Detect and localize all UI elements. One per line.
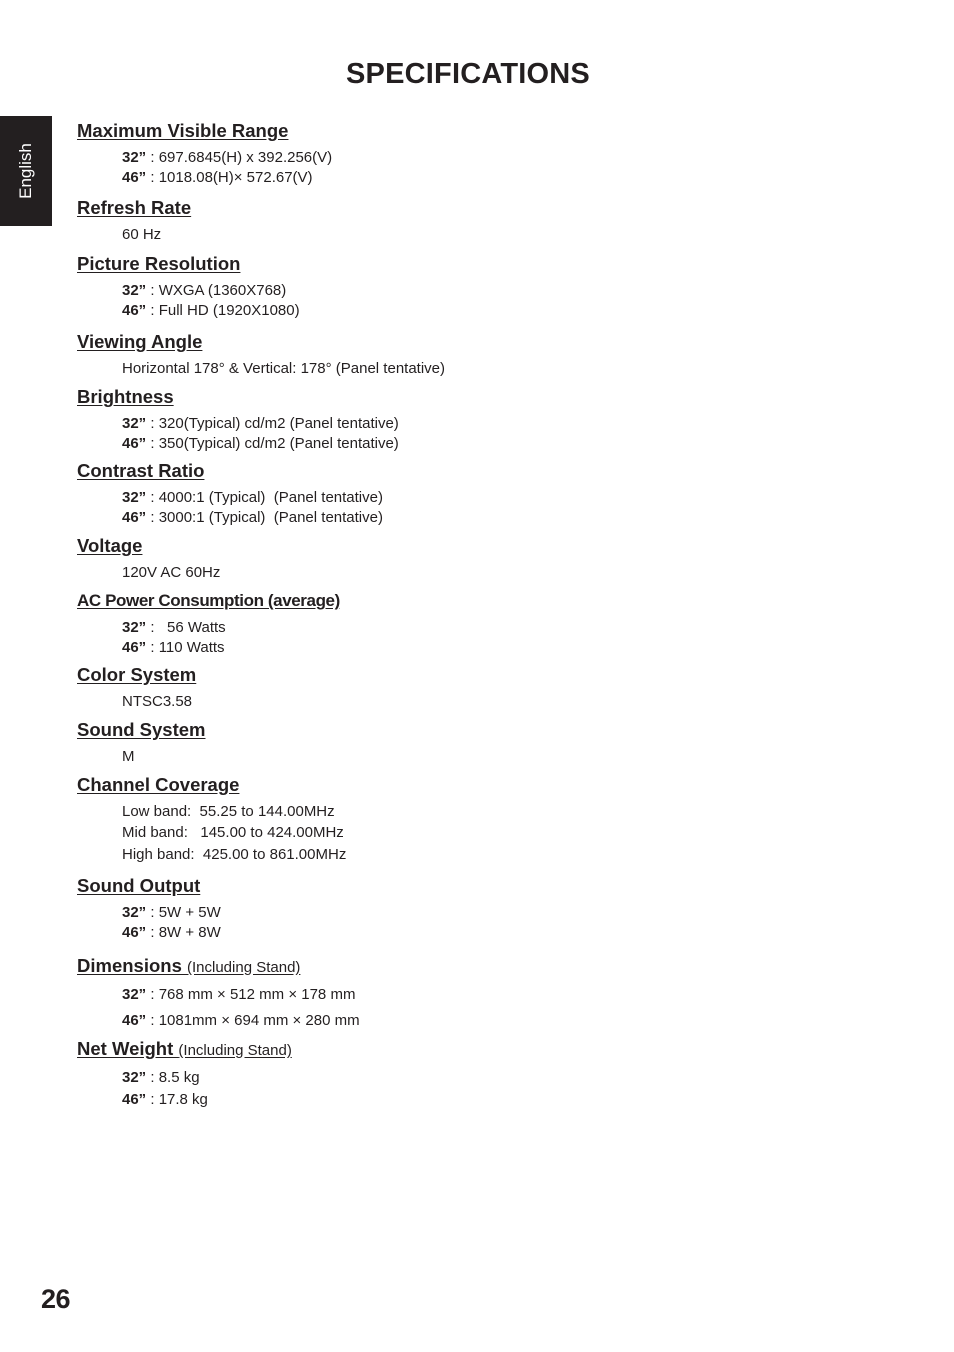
spec-heading xyxy=(77,385,399,409)
spec-heading xyxy=(77,534,220,558)
spec-value-text: : 110 Watts xyxy=(146,638,225,656)
spec-value-line xyxy=(122,225,191,245)
spec-values xyxy=(77,359,445,379)
spec-value-text: : 697.6845(H) x 392.256(V) xyxy=(146,149,333,166)
screen-size-label: 32” xyxy=(122,1069,147,1086)
spec-value-text: M xyxy=(122,748,135,765)
screen-size-label: 32” xyxy=(122,489,147,506)
spec-value-line xyxy=(122,434,399,454)
spec-heading xyxy=(77,773,346,797)
spec-value-line xyxy=(122,414,399,434)
spec-value-text: : 3000:1 (Typical) (Panel tentative) xyxy=(146,508,383,526)
screen-size-label: 32” xyxy=(122,415,147,432)
spec-value-line xyxy=(122,638,340,658)
spec-heading-text: Voltage xyxy=(77,535,143,556)
spec-value-line xyxy=(122,563,220,583)
spec-section xyxy=(77,773,346,865)
spec-value-text: : 8.5 kg xyxy=(146,1069,200,1086)
spec-value-text: Mid band: 145.00 to 424.00MHz xyxy=(122,823,344,841)
spec-heading-text: Sound Output xyxy=(77,875,201,896)
spec-heading xyxy=(77,663,196,687)
spec-heading xyxy=(77,954,360,980)
screen-size-label: 32” xyxy=(122,619,147,636)
spec-heading xyxy=(77,1037,292,1063)
spec-value-line xyxy=(122,692,196,712)
spec-value-text: : 56 Watts xyxy=(146,619,226,636)
spec-value-text: 120V AC 60Hz xyxy=(122,564,221,581)
language-tab xyxy=(0,116,52,226)
screen-size-label: 46” xyxy=(122,301,147,319)
screen-size-label: 46” xyxy=(122,1011,147,1029)
spec-value-text: : 320(Typical) cd/m2 (Panel tentative) xyxy=(146,415,399,432)
spec-values xyxy=(77,747,206,767)
spec-heading-text: Contrast Ratio xyxy=(77,460,205,481)
spec-values xyxy=(77,148,332,187)
spec-heading xyxy=(77,252,300,276)
spec-section xyxy=(77,330,445,379)
spec-section xyxy=(77,663,196,712)
spec-value-line xyxy=(122,1011,360,1031)
spec-value-line xyxy=(122,985,360,1005)
spec-heading-text: Picture Resolution xyxy=(77,253,241,274)
spec-heading-text: Net Weight xyxy=(77,1038,179,1059)
spec-heading xyxy=(77,196,191,220)
spec-values xyxy=(77,692,196,712)
spec-values xyxy=(77,414,399,453)
spec-value-text: NTSC3.58 xyxy=(122,693,193,710)
spec-values xyxy=(77,903,221,942)
spec-value-text: Low band: 55.25 to 144.00MHz xyxy=(122,803,335,820)
spec-heading xyxy=(77,119,332,143)
spec-heading xyxy=(77,874,221,898)
spec-value-line xyxy=(122,845,346,865)
spec-heading xyxy=(77,589,340,613)
spec-values xyxy=(77,1068,292,1109)
spec-section xyxy=(77,196,191,245)
spec-value-line xyxy=(122,903,221,923)
spec-value-text: : WXGA (1360X768) xyxy=(146,282,287,299)
screen-size-label: 46” xyxy=(122,508,147,526)
spec-heading-text: Sound System xyxy=(77,719,206,740)
spec-values xyxy=(77,618,340,657)
spec-values xyxy=(77,225,191,245)
spec-value-line xyxy=(122,148,332,168)
spec-heading xyxy=(77,330,445,354)
screen-size-label: 32” xyxy=(122,149,147,166)
spec-value-line xyxy=(122,1068,292,1088)
spec-value-line xyxy=(122,168,332,188)
spec-heading-text: Dimensions xyxy=(77,955,187,976)
spec-heading-text: Maximum Visible Range xyxy=(77,120,289,141)
spec-value-line xyxy=(122,618,340,638)
spec-value-line xyxy=(122,488,383,508)
spec-values xyxy=(77,281,300,320)
spec-value-line xyxy=(122,923,221,943)
spec-section xyxy=(77,718,206,767)
spec-value-text: : 5W + 5W xyxy=(146,904,221,921)
spec-value-text: : Full HD (1920X1080) xyxy=(146,301,300,319)
spec-values xyxy=(77,985,360,1030)
language-tab-label: English xyxy=(16,143,36,199)
spec-value-text: Horizontal 178° & Vertical: 178° (Panel tentative) xyxy=(122,360,446,377)
spec-values xyxy=(77,563,220,583)
page-title: SPECIFICATIONS xyxy=(346,58,590,90)
spec-section xyxy=(77,119,332,187)
spec-value-text: : 1018.08(H)× 572.67(V) xyxy=(146,168,313,186)
spec-value-text: : 4000:1 (Typical) (Panel tentative) xyxy=(146,489,383,506)
screen-size-label: 46” xyxy=(122,923,147,941)
spec-value-line xyxy=(122,1090,292,1110)
spec-value-text: : 768 mm × 512 mm × 178 mm xyxy=(146,986,356,1003)
spec-value-line xyxy=(122,301,300,321)
spec-value-text: 60 Hz xyxy=(122,226,162,243)
spec-heading-text: Refresh Rate xyxy=(77,197,192,218)
spec-value-text: : 8W + 8W xyxy=(146,923,221,941)
spec-section xyxy=(77,954,360,1030)
screen-size-label: 46” xyxy=(122,434,147,452)
spec-value-line xyxy=(122,802,346,822)
spec-value-text: High band: 425.00 to 861.00MHz xyxy=(122,846,347,863)
spec-heading-text: Color System xyxy=(77,664,197,685)
screen-size-label: 46” xyxy=(122,638,147,656)
spec-heading-text: Channel Coverage xyxy=(77,774,240,795)
screen-size-label: 46” xyxy=(122,168,147,186)
spec-heading-note: (Including Stand) xyxy=(187,959,301,976)
spec-value-text: : 350(Typical) cd/m2 (Panel tentative) xyxy=(146,434,399,452)
spec-value-line xyxy=(122,747,206,767)
spec-value-line xyxy=(122,823,346,843)
spec-value-line xyxy=(122,508,383,528)
spec-heading-note: (Including Stand) xyxy=(178,1042,292,1059)
spec-section xyxy=(77,874,221,942)
spec-value-line xyxy=(122,281,300,301)
spec-heading-text: AC Power Consumption (average) xyxy=(77,591,340,610)
spec-values xyxy=(77,802,346,865)
spec-section xyxy=(77,459,383,527)
screen-size-label: 32” xyxy=(122,986,147,1003)
spec-value-text: : 17.8 kg xyxy=(146,1090,208,1108)
screen-size-label: 46” xyxy=(122,1090,147,1108)
spec-section xyxy=(77,385,399,453)
spec-heading-text: Viewing Angle xyxy=(77,331,203,352)
spec-section xyxy=(77,252,300,320)
spec-section xyxy=(77,589,340,657)
screen-size-label: 32” xyxy=(122,904,147,921)
spec-heading-text: Brightness xyxy=(77,386,174,407)
page-number: 26 xyxy=(41,1284,71,1314)
spec-section xyxy=(77,1037,292,1109)
spec-heading xyxy=(77,459,383,483)
spec-heading xyxy=(77,718,206,742)
spec-section xyxy=(77,534,220,583)
spec-value-line xyxy=(122,359,445,379)
screen-size-label: 32” xyxy=(122,282,147,299)
spec-value-text: : 1081mm × 694 mm × 280 mm xyxy=(146,1011,360,1029)
spec-values xyxy=(77,488,383,527)
